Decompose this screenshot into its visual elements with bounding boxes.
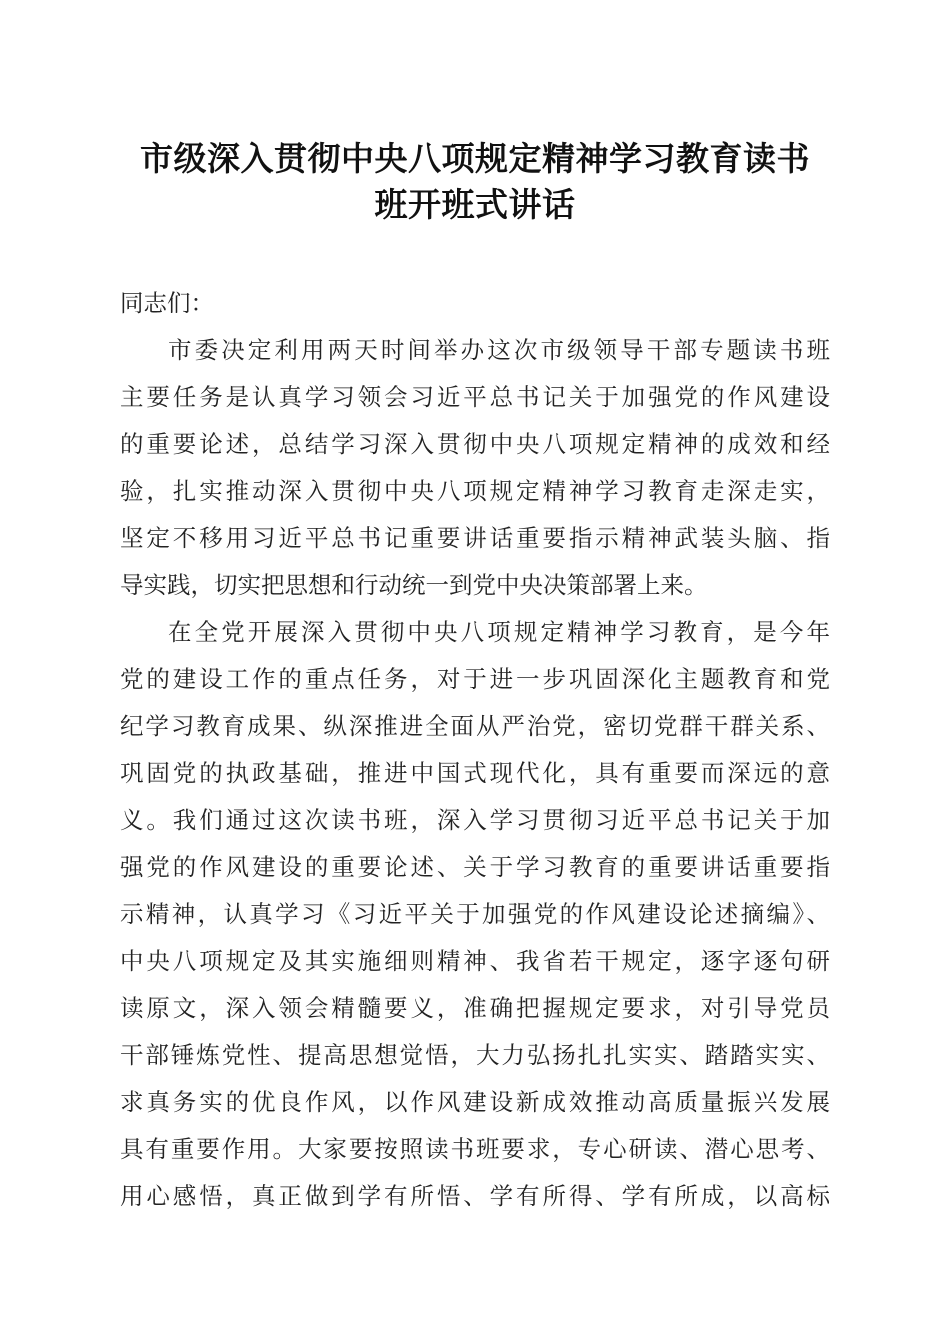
paragraph-line: 的重要论述，总结学习深入贯彻中央八项规定精神的成效和经 <box>120 430 830 458</box>
paragraph-line: 市委决定利用两天时间举办这次市级领导干部专题读书班 <box>168 336 830 364</box>
title-line: 市级深入贯彻中央八项规定精神学习教育读书 <box>140 139 810 178</box>
document-body <box>120 280 830 1220</box>
paragraph-line: 示精神，认真学习《习近平关于加强党的作风建设论述摘编》、 <box>120 900 830 928</box>
paragraph-line: 党的建设工作的重点任务，对于进一步巩固深化主题教育和党 <box>120 665 830 693</box>
paragraph-line: 巩固党的执政基础，推进中国式现代化，具有重要而深远的意 <box>120 759 830 787</box>
paragraph-line: 干部锤炼党性、提高思想觉悟，大力弘扬扎扎实实、踏踏实实、 <box>120 1041 830 1069</box>
paragraph-line: 导实践，切实把思想和行动统一到党中央决策部署上来。 <box>120 571 708 599</box>
paragraph-line: 坚定不移用习近平总书记重要讲话重要指示精神武装头脑、指 <box>120 524 830 552</box>
paragraph-line: 具有重要作用。大家要按照读书班要求，专心研读、潜心思考、 <box>120 1135 830 1163</box>
paragraph-line: 用心感悟，真正做到学有所悟、学有所得、学有所成，以高标 <box>120 1182 830 1210</box>
paragraph-line: 强党的作风建设的重要论述、关于学习教育的重要讲话重要指 <box>120 853 830 881</box>
paragraph-line: 在全党开展深入贯彻中央八项规定精神学习教育，是今年 <box>168 618 830 646</box>
paragraph-line: 读原文，深入领会精髓要义，准确把握规定要求，对引导党员 <box>120 994 830 1022</box>
title-line: 班开班式讲话 <box>374 185 576 224</box>
paragraph-1 <box>120 327 830 609</box>
document-title <box>120 136 830 228</box>
paragraph-line: 验，扎实推动深入贯彻中央八项规定精神学习教育走深走实， <box>120 477 830 505</box>
document-page <box>120 0 830 1220</box>
paragraph-2 <box>120 609 830 1220</box>
paragraph-line: 义。我们通过这次读书班，深入学习贯彻习近平总书记关于加 <box>120 806 830 834</box>
paragraph-line: 主要任务是认真学习领会习近平总书记关于加强党的作风建设 <box>120 383 830 411</box>
greeting: 同志们： <box>120 289 214 317</box>
paragraph-line: 中央八项规定及其实施细则精神、我省若干规定，逐字逐句研 <box>120 947 830 975</box>
paragraph-line: 求真务实的优良作风，以作风建设新成效推动高质量振兴发展 <box>120 1088 830 1116</box>
paragraph-line: 纪学习教育成果、纵深推进全面从严治党，密切党群干群关系、 <box>120 712 830 740</box>
